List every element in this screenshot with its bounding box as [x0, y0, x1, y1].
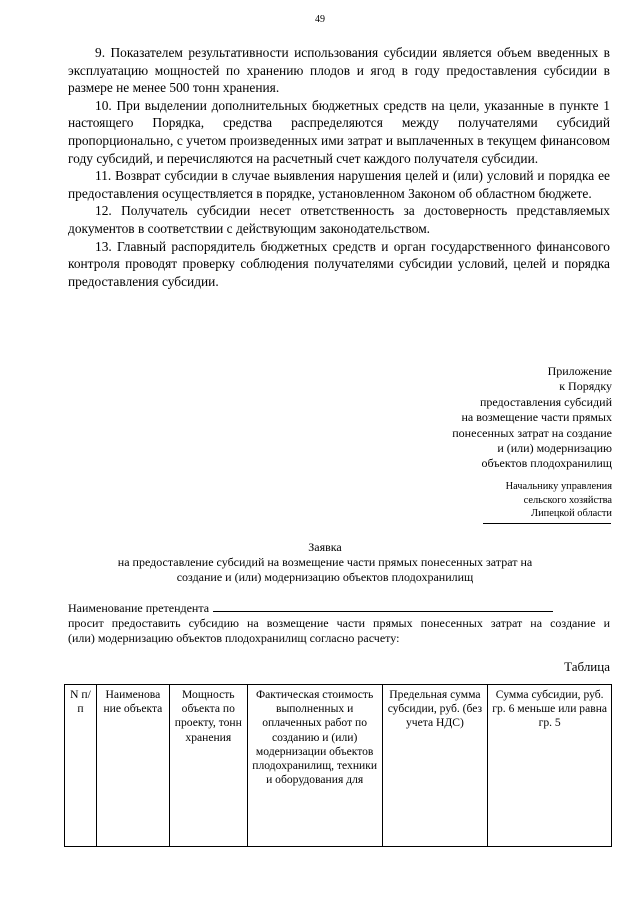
signature-line — [483, 523, 611, 524]
appendix-line: объектов плодохранилищ — [481, 456, 612, 471]
header-cell-number: N п/п — [65, 685, 97, 847]
table-label: Таблица — [564, 659, 610, 674]
paragraph-9: 9. Показателем результативности использования субсидии является объем введенных в эксплуатацию мощностей по хранению плодов и ягод в году предоставления субсидии в размере не менее 500 тонн хранения. — [68, 45, 610, 96]
subsidy-table — [64, 684, 612, 847]
appendix-line: на возмещение части прямых — [461, 410, 612, 425]
request-line: (или) модернизацию объектов плодохранилищ согласно расчету: — [68, 631, 400, 645]
appendix-block — [352, 364, 612, 472]
application-heading — [60, 540, 590, 585]
applicant-name-field[interactable] — [213, 600, 553, 612]
appendix-line: и (или) модернизацию — [497, 441, 612, 456]
addressee-line: Липецкой области — [531, 508, 612, 520]
header-cell-subsidy-amount: Сумма субсидии, руб. гр. 6 меньше или равна гр. 5 — [488, 685, 612, 847]
appendix-line: к Порядку — [559, 379, 612, 394]
table-header-row — [65, 685, 612, 847]
application-subtitle-line: на предоставление субсидий на возмещение части прямых понесенных затрат на — [117, 555, 533, 569]
request-line: просит предоставить субсидию на возмещение части прямых понесенных затрат на создание и — [68, 616, 610, 630]
header-cell-max-subsidy: Предельная сумма субсидии, руб. (без учета НДС) — [382, 685, 488, 847]
header-cell-actual-cost: Фактическая стоимость выполненных и оплаченных работ по созданию и (или) модернизации объектов плодохранилищ, техники и оборудования для — [247, 685, 382, 847]
addressee-block — [372, 480, 612, 521]
header-cell-capacity: Мощность объекта по проекту, тонн хранения — [169, 685, 247, 847]
applicant-row — [68, 600, 610, 616]
appendix-line: понесенных затрат на создание — [452, 425, 612, 440]
applicant-label: Наименование претендента — [68, 601, 210, 615]
appendix-line: предоставления субсидий — [479, 394, 612, 409]
addressee-line: сельского хозяйства — [523, 494, 612, 506]
addressee-line: Начальнику управления — [505, 481, 612, 492]
paragraph-12: 12. Получатель субсидии несет ответственность за достоверность представляемых документов в соответствии с действующим законодательством. — [68, 203, 610, 236]
applicant-section — [68, 600, 610, 646]
paragraph-11: 11. Возврат субсидии в случае выявления нарушения целей и (или) условий и порядка ее предоставления осуществляется в порядке, установленном Законом об областном бюджете. — [68, 168, 610, 201]
paragraph-10: 10. При выделении дополнительных бюджетных средств на цели, указанные в пункте 1 настоящего Порядка, средства распределяются между получателями субсидий пропорционально, с учетом произведенных ими затрат и выплаченных в текущем финансовом году субсидий, и перечисляются на расчетный счет каждого получателя субсидии. — [68, 97, 610, 166]
paragraph-13: 13. Главный распорядитель бюджетных средств и орган государственного финансового контроля проводят проверку соблюдения получателями субсидии условий, целей и порядка предоставления субсидии. — [68, 238, 610, 289]
application-title: Заявка — [308, 540, 342, 554]
page-number: 49 — [315, 14, 325, 25]
main-text — [68, 44, 610, 290]
appendix-line: Приложение — [547, 364, 612, 378]
header-cell-object-name: Наименова ние объекта — [96, 685, 169, 847]
application-subtitle-line: создание и (или) модернизацию объектов плодохранилищ — [176, 570, 474, 584]
